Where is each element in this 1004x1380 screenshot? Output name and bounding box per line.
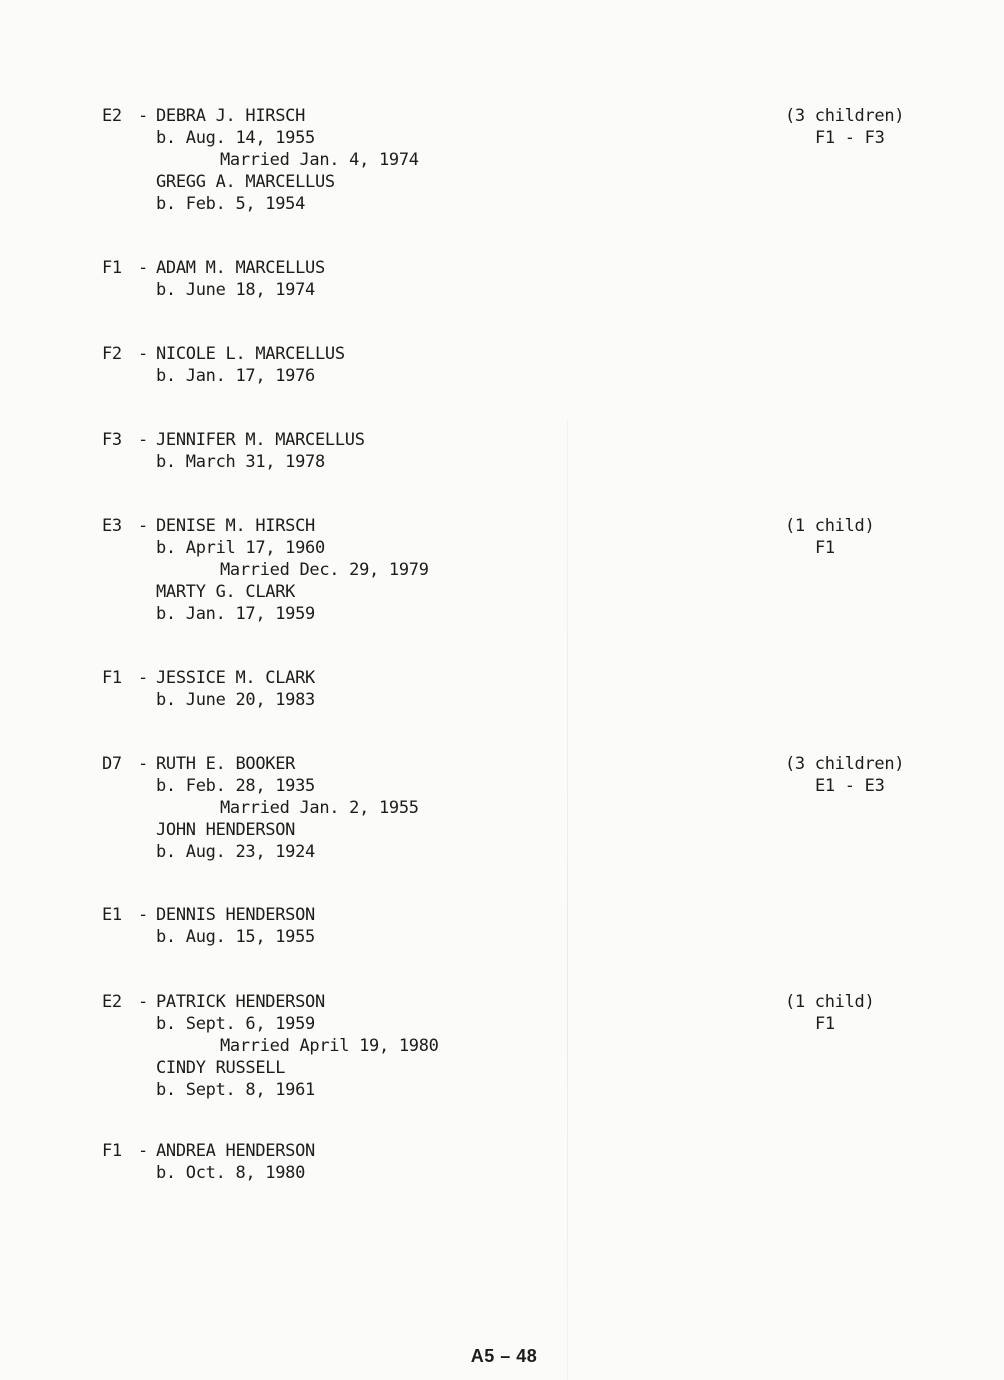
page-number-footer bbox=[0, 1346, 1004, 1367]
children-range: F1 - F3 bbox=[815, 128, 885, 148]
separator-dash: - bbox=[138, 668, 148, 688]
family-entry bbox=[102, 105, 962, 215]
spouse-name: MARTY G. CLARK bbox=[156, 582, 296, 602]
separator-dash: - bbox=[138, 992, 148, 1012]
entry-heading bbox=[102, 257, 962, 279]
marriage-date: Married April 19, 1980 bbox=[220, 1036, 439, 1056]
generation-code: E2 bbox=[102, 106, 122, 126]
generation-code: F1 bbox=[102, 668, 122, 688]
entry-heading bbox=[102, 429, 962, 451]
spouse-name: JOHN HENDERSON bbox=[156, 820, 296, 840]
person-name: ANDREA HENDERSON bbox=[156, 1141, 315, 1161]
family-entry bbox=[102, 667, 962, 711]
family-entry bbox=[102, 343, 962, 387]
separator-dash: - bbox=[138, 258, 148, 278]
birth-date: b. June 20, 1983 bbox=[156, 690, 315, 710]
separator-dash: - bbox=[138, 344, 148, 364]
spouse-name: CINDY RUSSELL bbox=[156, 1058, 286, 1078]
generation-code: E2 bbox=[102, 992, 122, 1012]
birth-date: b. Feb. 28, 1935 bbox=[156, 776, 315, 796]
birth-date: b. March 31, 1978 bbox=[156, 452, 325, 472]
generation-code: F1 bbox=[102, 258, 122, 278]
birth-date: b. April 17, 1960 bbox=[156, 538, 325, 558]
birth-date: b. Jan. 17, 1976 bbox=[156, 366, 315, 386]
separator-dash: - bbox=[138, 516, 148, 536]
birth-date: b. June 18, 1974 bbox=[156, 280, 315, 300]
children-range: E1 - E3 bbox=[815, 776, 885, 796]
children-note bbox=[785, 753, 955, 797]
spouse-birth-date: b. Jan. 17, 1959 bbox=[156, 604, 315, 624]
family-entry bbox=[102, 904, 962, 948]
separator-dash: - bbox=[138, 905, 148, 925]
separator-dash: - bbox=[138, 106, 148, 126]
person-name: RUTH E. BOOKER bbox=[156, 754, 296, 774]
generation-code: F3 bbox=[102, 430, 122, 450]
children-range: F1 bbox=[815, 538, 835, 558]
entry-heading bbox=[102, 343, 962, 365]
children-note bbox=[785, 991, 955, 1035]
birth-date: b. Oct. 8, 1980 bbox=[156, 1163, 306, 1183]
spouse-birth-date: b. Feb. 5, 1954 bbox=[156, 194, 306, 214]
family-entry bbox=[102, 1140, 962, 1184]
spouse-birth-date: b. Sept. 8, 1961 bbox=[156, 1080, 315, 1100]
separator-dash: - bbox=[138, 754, 148, 774]
children-count: (1 child) bbox=[785, 992, 875, 1012]
person-name: DENNIS HENDERSON bbox=[156, 905, 315, 925]
children-note bbox=[785, 515, 955, 559]
generation-code: E3 bbox=[102, 516, 122, 536]
generation-code: E1 bbox=[102, 905, 122, 925]
family-entry bbox=[102, 429, 962, 473]
birth-date: b. Aug. 14, 1955 bbox=[156, 128, 315, 148]
family-entry bbox=[102, 753, 962, 863]
person-name: DENISE M. HIRSCH bbox=[156, 516, 315, 536]
entry-heading bbox=[102, 667, 962, 689]
person-name: ADAM M. MARCELLUS bbox=[156, 258, 325, 278]
children-note bbox=[785, 105, 955, 149]
separator-dash: - bbox=[138, 1141, 148, 1161]
marriage-date: Married Dec. 29, 1979 bbox=[220, 560, 429, 580]
spouse-birth-date: b. Aug. 23, 1924 bbox=[156, 842, 315, 862]
marriage-date: Married Jan. 2, 1955 bbox=[220, 798, 419, 818]
separator-dash: - bbox=[138, 430, 148, 450]
person-name: JENNIFER M. MARCELLUS bbox=[156, 430, 365, 450]
person-name: NICOLE L. MARCELLUS bbox=[156, 344, 345, 364]
person-name: JESSICE M. CLARK bbox=[156, 668, 315, 688]
generation-code: F2 bbox=[102, 344, 122, 364]
page-number: A5 – 48 bbox=[470, 1346, 538, 1366]
family-entry bbox=[102, 257, 962, 301]
children-count: (3 children) bbox=[785, 106, 905, 126]
entry-heading bbox=[102, 1140, 962, 1162]
birth-date: b. Aug. 15, 1955 bbox=[156, 927, 315, 947]
generation-code: D7 bbox=[102, 754, 122, 774]
entry-heading bbox=[102, 904, 962, 926]
birth-date: b. Sept. 6, 1959 bbox=[156, 1014, 315, 1034]
spouse-name: GREGG A. MARCELLUS bbox=[156, 172, 335, 192]
children-count: (3 children) bbox=[785, 754, 905, 774]
person-name: DEBRA J. HIRSCH bbox=[156, 106, 306, 126]
family-entry bbox=[102, 991, 962, 1101]
generation-code: F1 bbox=[102, 1141, 122, 1161]
family-entry bbox=[102, 515, 962, 625]
person-name: PATRICK HENDERSON bbox=[156, 992, 325, 1012]
marriage-date: Married Jan. 4, 1974 bbox=[220, 150, 419, 170]
children-range: F1 bbox=[815, 1014, 835, 1034]
children-count: (1 child) bbox=[785, 516, 875, 536]
